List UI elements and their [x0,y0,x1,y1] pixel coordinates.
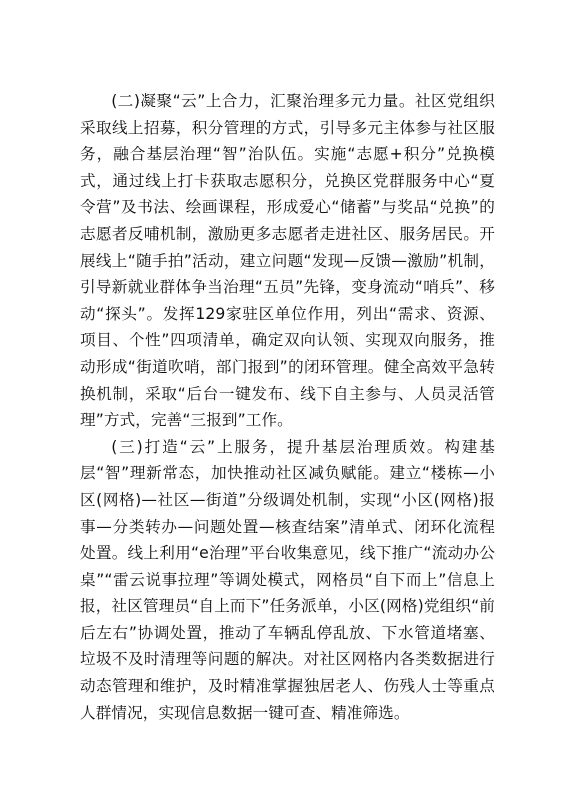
paragraph-cloud-service: (三)打造“云”上服务，提升基层治理质效。构建基层“智”理新常态，加快推动社区减负赋能。建立“楼栋—小区(网格)—社区—街道”分级调处机制，实现“小区(网格)报事—分类转办—问题处置—核查结案”清单式、闭环化流程处置。线上利用“e治理”平台收集意见，线下推广“流动办公桌”“雷云说事拉理”等调处模式，网格员“自下而上”信息上报，社区管理员“自上而下”任务派单，小区(网格)党组织“前后左右”协调处置，推动了车辆乱停乱放、下水管道堵塞、垃圾不及时清理等问题的解决。对社区网格内各类数据进行动态管理和维护，及时精准掌握独居老人、伤残人士等重点人群情况，实现信息数据一键可查、精准筛选。 [80,437,495,722]
document-body [80,88,495,726]
paragraph-cloud-synergy: (二)凝聚“云”上合力，汇聚治理多元力量。社区党组织采取线上招募，积分管理的方式，引导多元主体参与社区服务，融合基层治理“智”治队伍。实施“志愿+积分”兑换模式，通过线上打卡获取志愿积分，兑换区党群服务中心“夏令营”及书法、绘画课程，形成爱心“储蓄”与奖品“兑换”的志愿者反哺机制，激励更多志愿者走进社区、服务居民。开展线上“随手拍”活动，建立问题“发现—反馈—激励”机制，引导新就业群体争当治理“五员”先锋，变身流动“哨兵”、移动“探头”。发挥129家驻区单位作用，列出“需求、资源、项目、个性”四项清单，确定双向认领、实现双向服务，推动形成“街道吹哨，部门报到”的闭环管理。健全高效平急转换机制，采取“后台一键发布、线下自主参与、人员灵活管理”方式，完善“三报到”工作。 [80,92,495,430]
